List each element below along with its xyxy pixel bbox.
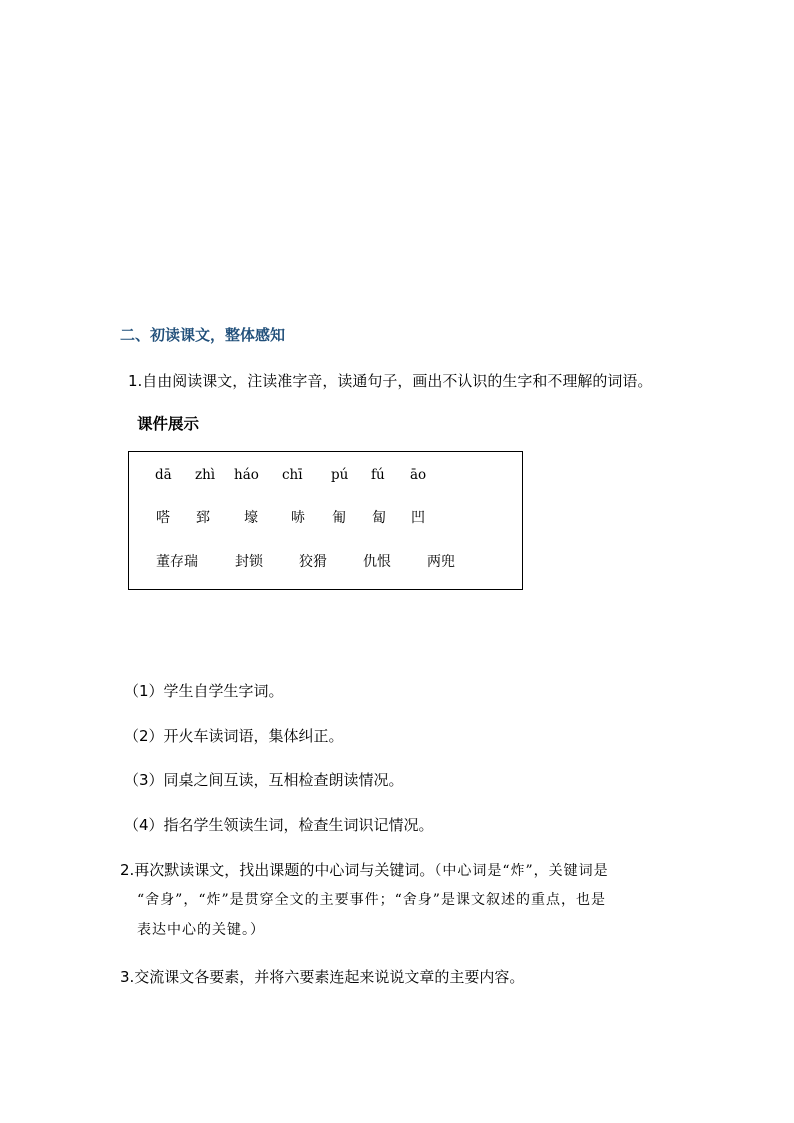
item-1-text: 1.自由阅读课文，注读准字音，读通句子，画出不认识的生字和不理解的词语。 — [128, 372, 653, 390]
pinyin-5: pú — [331, 467, 349, 483]
word-2: 封锁 — [235, 554, 263, 570]
pinyin-3: háo — [234, 467, 259, 483]
word-3: 狡猾 — [299, 554, 327, 570]
char-2: 郅 — [196, 510, 210, 526]
word-4: 仇恨 — [363, 554, 391, 570]
char-1: 嗒 — [156, 510, 170, 526]
item-2-note-line-3: 表达中心的关键。） — [137, 922, 265, 938]
pinyin-1: dā — [155, 467, 172, 483]
subitem-1: （1）学生自学生字词。 — [124, 682, 284, 700]
subitem-2: （2）开火车读词语，集体纠正。 — [124, 727, 344, 745]
char-4: 哧 — [291, 510, 305, 526]
pinyin-7: āo — [410, 467, 427, 483]
subitem-3: （3）同桌之间互读，互相检查朗读情况。 — [124, 771, 404, 789]
word-5: 两兜 — [427, 554, 455, 570]
pinyin-6: fú — [371, 467, 385, 483]
pinyin-2: zhì — [195, 467, 216, 483]
vocabulary-box — [128, 451, 523, 590]
char-5: 匍 — [332, 510, 346, 526]
item-2 — [120, 859, 609, 882]
subitem-4: （4）指名学生领读生词，检查生词识记情况。 — [124, 816, 434, 834]
char-6: 匐 — [372, 510, 386, 526]
char-3: 壕 — [244, 510, 258, 526]
word-1: 董存瑞 — [156, 554, 198, 570]
char-7: 凹 — [411, 510, 425, 526]
pinyin-4: chī — [282, 467, 303, 483]
section-heading: 二、初读课文，整体感知 — [120, 326, 286, 344]
item-2-note-line-2: “舍身”，“炸”是贯穿全文的主要事件；“舍身”是课文叙述的重点，也是 — [137, 892, 606, 908]
item-3-text: 3.交流课文各要素，并将六要素连起来说说文章的主要内容。 — [120, 968, 525, 986]
item-2-note: （中心词是“炸”，关键词是 — [434, 863, 609, 879]
courseware-label: 课件展示 — [137, 415, 200, 433]
item-2-text: 2.再次默读课文，找出课题的中心词与关键词。 — [120, 861, 435, 879]
